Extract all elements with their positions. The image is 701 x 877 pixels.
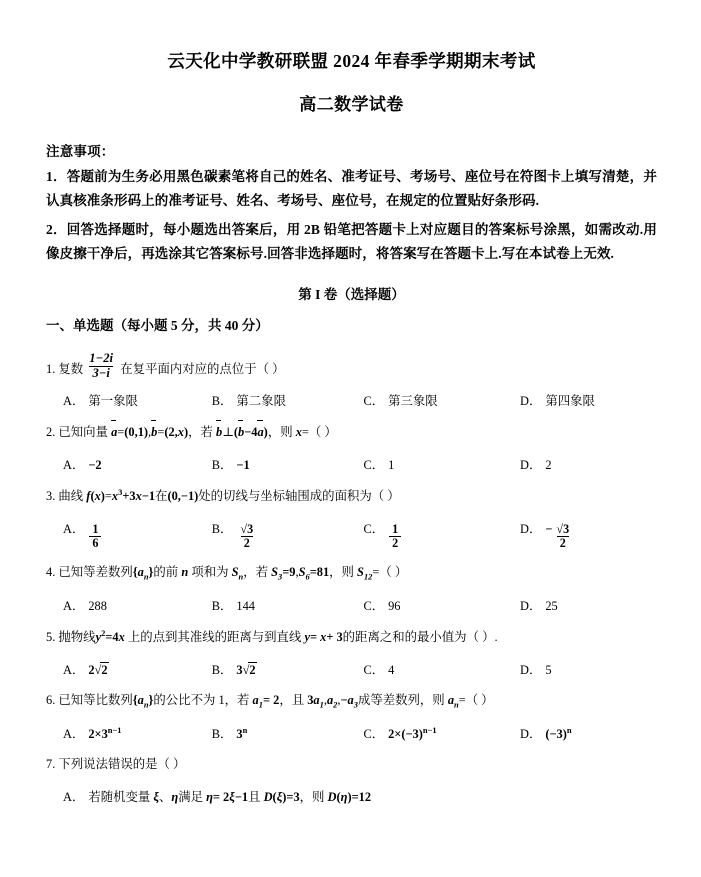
- question-5: [46, 627, 657, 647]
- question-2: [46, 422, 657, 442]
- option-6-d[interactable]: D． $(-3)^n$: [520, 724, 572, 741]
- question-7-stem: 下列说法错误的是（ ）: [58, 757, 186, 771]
- part-one-title: 第 I 卷（选择题）: [298, 286, 405, 302]
- option-7-a[interactable]: A． 若随机变量 ξ、η满足 η= 2ξ−1且 D(ξ)=3，则 D(η)=12: [46, 787, 371, 805]
- question-1-stem-suffix: 在复平面内对应的点位于（ ）: [120, 361, 285, 376]
- option-7-a-text: 若随机变量 ξ、η满足 η= 2ξ−1且 D(ξ)=3，则 D(η)=12: [88, 789, 372, 804]
- option-1-a[interactable]: A． 第一象限: [63, 394, 138, 409]
- option-6-a[interactable]: A． $2\times 3^{n-1}$: [63, 724, 122, 741]
- question-7-number: 7.: [46, 757, 56, 771]
- option-5-c[interactable]: C． 4: [363, 662, 395, 677]
- question-1-number: 1.: [46, 361, 56, 376]
- option-1-d[interactable]: D． 第四象限: [520, 394, 595, 409]
- option-1-c[interactable]: C． 第三象限: [363, 394, 438, 409]
- question-5-options: [46, 660, 657, 678]
- question-7: [46, 755, 657, 774]
- question-4-options: [46, 596, 657, 614]
- question-6-number: 6.: [46, 692, 56, 707]
- question-1-fraction-denominator: 3−i: [89, 366, 112, 381]
- question-2-stem: 已知向量 a=(0,1),b=(2,x)，若 b⊥(b−4a)，则 x=（ ）: [58, 425, 336, 439]
- page-subtitle: 高二数学试卷: [299, 95, 404, 115]
- question-4-number: 4.: [46, 565, 56, 580]
- option-4-c[interactable]: C． 96: [363, 599, 401, 614]
- option-3-c[interactable]: C． $\frac{1}{2}$: [363, 519, 520, 550]
- option-4-d[interactable]: D． 25: [520, 599, 558, 614]
- option-6-c[interactable]: C． $2\times(-3)^{n-1}$: [363, 724, 437, 741]
- question-5-number: 5.: [46, 630, 56, 645]
- question-1-stem-prefix: 复数: [58, 361, 84, 376]
- question-4-stem: 已知等差数列$\{a_n\}$的前 n 项和为 $S_n$，若 $S_3=9,S_6=81$，则 $S_{12}=$（ ）: [58, 565, 408, 582]
- option-3-a[interactable]: A． $\frac{1}{6}$: [46, 519, 212, 550]
- question-3: [46, 486, 657, 506]
- question-5-stem: 抛物线$y^2=4x$ 上的点到其准线的距离与到直线 y= x+ 3的距离之和的最小值为（ ）.: [58, 628, 498, 645]
- question-2-options: [46, 455, 657, 473]
- notice-item-2: 2．回答选择题时，每小题选出答案后，用 2B 铅笔把答题卡上对应题目的答案标号涂黑，如需改动.用像皮擦干净后，再选涂其它答案标号.回答非选择题时，将答案写在答题卡上.写在本试卷上无效.: [46, 221, 657, 261]
- question-6: [46, 691, 657, 711]
- notice-item-1: 1．答题前为生务必用黑色碳素笔将自己的姓名、准考证号、考场号、座位号在符图卡上填写清楚，并认真核准条形码上的准考证号、姓名、考场号、座位号，在规定的位置贴好条形码.: [46, 168, 657, 208]
- option-6-b[interactable]: B． 3$^n$: [211, 724, 248, 741]
- option-4-a[interactable]: A． 288: [63, 599, 107, 614]
- option-2-a[interactable]: A． −2: [63, 458, 102, 473]
- option-5-b[interactable]: B． 3 √ 2: [211, 662, 256, 677]
- question-6-options: [46, 724, 657, 742]
- question-1: [46, 351, 657, 380]
- question-3-options: [46, 519, 657, 550]
- option-4-b[interactable]: B． 144: [211, 599, 255, 614]
- option-3-d[interactable]: D． − $\frac{√3}{2}$: [520, 521, 570, 550]
- option-2-d[interactable]: D． 2: [520, 458, 552, 473]
- option-2-b[interactable]: B． −1: [211, 458, 250, 473]
- option-2-c[interactable]: C． 1: [363, 458, 395, 473]
- question-3-number: 3.: [46, 489, 56, 504]
- option-3-b[interactable]: B． $\frac{√3}{2}$: [211, 521, 254, 550]
- question-4: [46, 563, 657, 583]
- question-1-fraction-numerator: 1−2i: [89, 351, 114, 366]
- question-3-stem: 曲线 $f(x)=x^3+3x-1$在(0,−1)处的切线与坐标轴围成的面积为（ ）: [58, 487, 400, 504]
- question-1-options: [46, 391, 657, 409]
- question-2-number: 2.: [46, 425, 56, 440]
- option-1-b[interactable]: B． 第二象限: [211, 394, 286, 409]
- section-title-single-choice: 一、单选题（每小题 5 分，共 40 分）: [46, 317, 269, 333]
- question-7-options: [46, 787, 657, 805]
- question-6-stem: 已知等比数列$\{a_n\}$的公比不为 1，若 $a_1= 2$，且 $3a_1,a_2,-a_3$成等差数列，则 $a_n=$（ ）: [58, 692, 494, 710]
- option-5-a[interactable]: A． 2 √ 2: [63, 662, 108, 677]
- page-title: 云天化中学教研联盟 2024 年春季学期期末考试: [167, 51, 536, 71]
- notice-heading: 注意事项：: [46, 143, 115, 159]
- option-5-d[interactable]: D． 5: [520, 662, 552, 677]
